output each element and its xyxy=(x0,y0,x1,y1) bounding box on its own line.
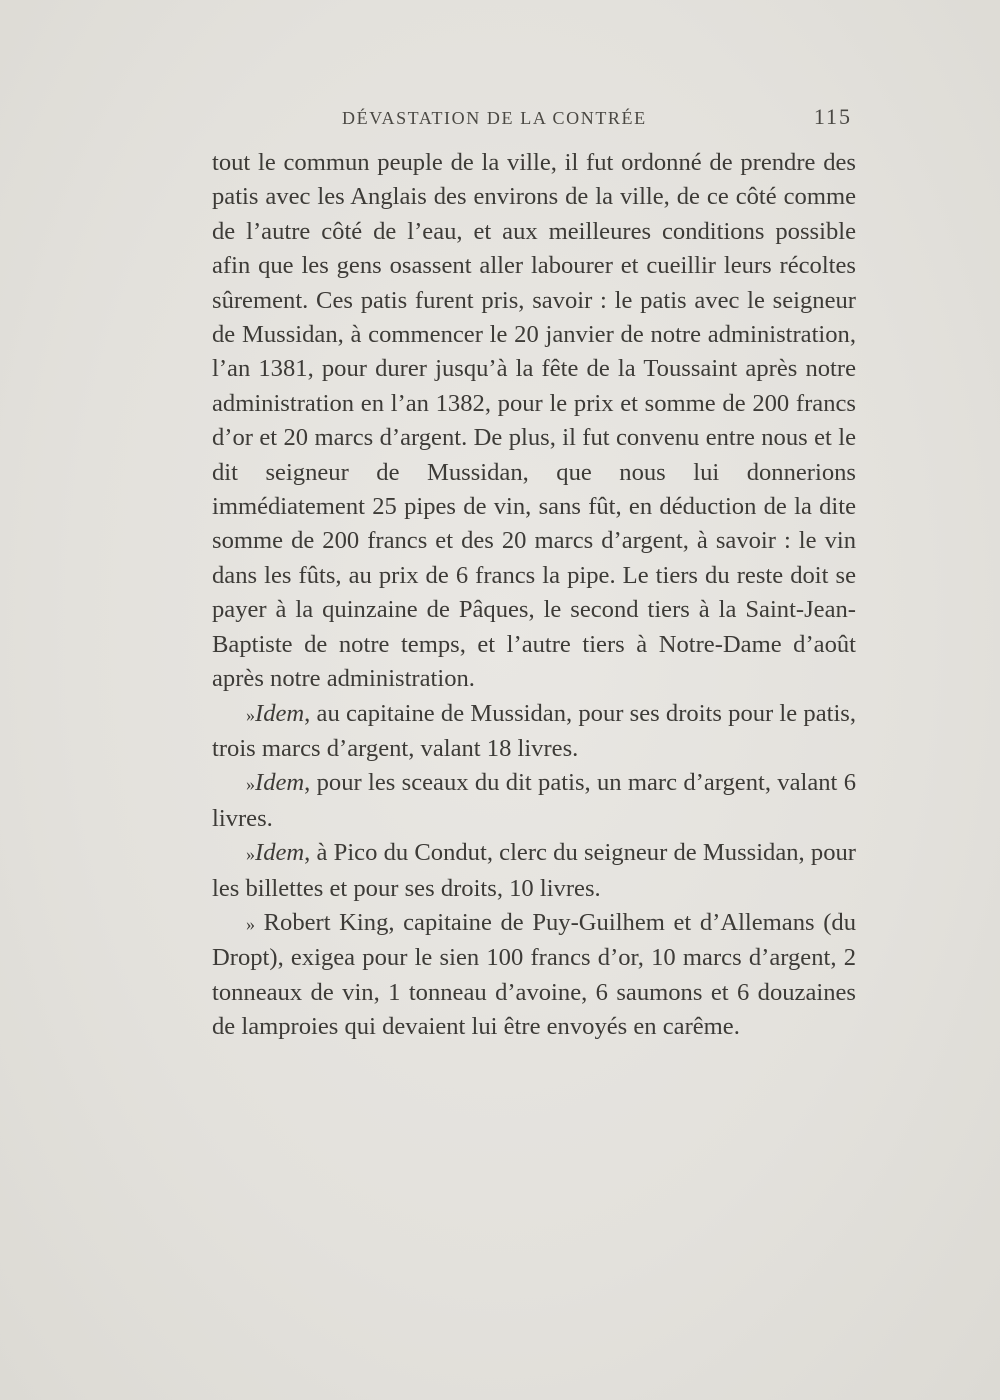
paragraph-4-quote: » xyxy=(246,844,255,865)
paragraph-4-text: , à Pico du Condut, clerc du seigneur de Mussidan, pour les billettes et pour ses droits, 10 livres. xyxy=(212,839,856,902)
paragraph-3-quote: » xyxy=(246,774,255,795)
paragraph-5-quote: » xyxy=(246,913,255,934)
body-text xyxy=(212,146,856,1045)
paragraph-5-text: Robert King, capitaine de Puy-Guilhem et d’Allemans (du Dropt), exigea pour le sien 100 francs d’or, 10 marcs d’argent, 2 tonneaux de vin, 1 tonneau d’avoine, 6 saumons et 6 douzaines de lamproies qui devaient lui être envoyés en carême. xyxy=(212,908,856,1041)
paragraph-3 xyxy=(212,766,856,836)
paragraph-2-italic: Idem xyxy=(255,699,305,727)
paragraph-4-italic: Idem xyxy=(255,839,305,867)
paragraph-2-text: , au capitaine de Mussidan, pour ses droits pour le patis, trois marcs d’argent, valant 18 livres. xyxy=(212,699,856,762)
page-number: 115 xyxy=(813,104,852,129)
paragraph-5 xyxy=(212,906,856,1045)
paragraph-3-italic: Idem xyxy=(255,769,305,797)
paragraph-3-text: , pour les sceaux du dit patis, un marc d’argent, valant 6 livres. xyxy=(212,769,856,832)
paragraph-2 xyxy=(212,697,856,767)
paragraph-1 xyxy=(212,146,856,697)
running-title: DÉVASTATION DE LA CONTRÉE xyxy=(342,108,647,128)
paragraph-2-quote: » xyxy=(246,704,255,725)
running-header xyxy=(212,104,852,134)
paragraph-1-text: tout le commun peuple de la ville, il fut ordonné de prendre des patis avec les Anglais des environs de la ville, de ce côté comme de l’autre côté de l’eau, et aux meilleures conditions possible afin que les gens osassent aller labourer et cueillir leurs récoltes sûrement. Ces patis furent pris, savoir : le patis avec le seigneur de Mussidan, à commencer le 20 janvier de notre administration, l’an 1381, pour durer jusqu’à la fête de la Toussaint après notre administration en l’an 1382, pour le prix et somme de 200 francs d’or et 20 marcs d’argent. De plus, il fut convenu entre nous et le dit seigneur de Mussidan, que nous lui donnerions immédiatement 25 pipes de vin, sans fût, en déduction de la dite somme de 200 francs et des 20 marcs d’argent, à savoir : le vin dans les fûts, au prix de 6 francs la pipe. Le tiers du reste doit se payer à la quinzaine de Pâques, le second tiers à la Saint-Jean-Baptiste de notre temps, et l’autre tiers à Notre-Dame d’août après notre administration. xyxy=(212,149,856,693)
paragraph-4 xyxy=(212,836,856,906)
